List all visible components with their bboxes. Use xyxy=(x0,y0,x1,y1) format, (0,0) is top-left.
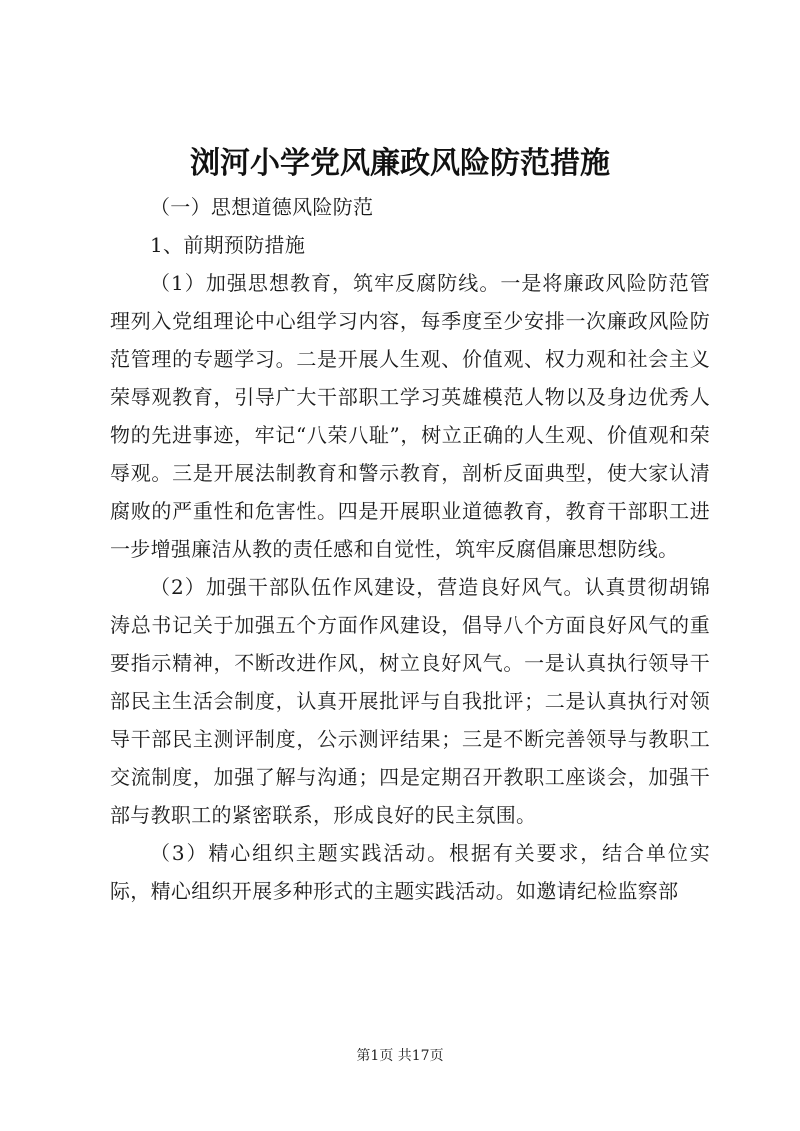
paragraph-3: （3）精心组织主题实践活动。根据有关要求，结合单位实际，精心组织开展多种形式的主题实践活动。如邀请纪检监察部 xyxy=(110,841,710,903)
document-body xyxy=(110,188,710,910)
subsection-heading: 1、前期预防措施 xyxy=(150,233,306,257)
paragraph-1: （1）加强思想教育，筑牢反腐防线。一是将廉政风险防范管理列入党组理论中心组学习内容，每季度至少安排一次廉政风险防范管理的专题学习。二是开展人生观、价值观、权力观和社会主义荣辱观教育，引导广大干部职工学习英雄模范人物以及身边优秀人物的先进事迹，牢记“八荣八耻”，树立正确的人生观、价值观和荣辱观。三是开展法制教育和警示教育，剖析反面典型，使大家认清腐败的严重性和危害性。四是开展职业道德教育，教育干部职工进一步增强廉洁从教的责任感和自觉性，筑牢反腐倡廉思想防线。 xyxy=(110,271,710,561)
section-heading: （一）思想道德风险防范 xyxy=(150,195,374,219)
paragraph-2: （2）加强干部队伍作风建设，营造良好风气。认真贯彻胡锦涛总书记关于加强五个方面作风建设，倡导八个方面良好风气的重要指示精神，不断改进作风，树立良好风气。一是认真执行领导干部民主生活会制度，认真开展批评与自我批评；二是认真执行对领导干部民主测评制度，公示测评结果；三是不断完善领导与教职工交流制度，加强了解与沟通；四是定期召开教职工座谈会，加强干部与教职工的紧密联系，形成良好的民主氛围。 xyxy=(110,575,710,827)
page-footer: 第1页 共17页 xyxy=(356,1048,444,1064)
document-title: 浏河小学党风廉政风险防范措施 xyxy=(190,146,610,181)
